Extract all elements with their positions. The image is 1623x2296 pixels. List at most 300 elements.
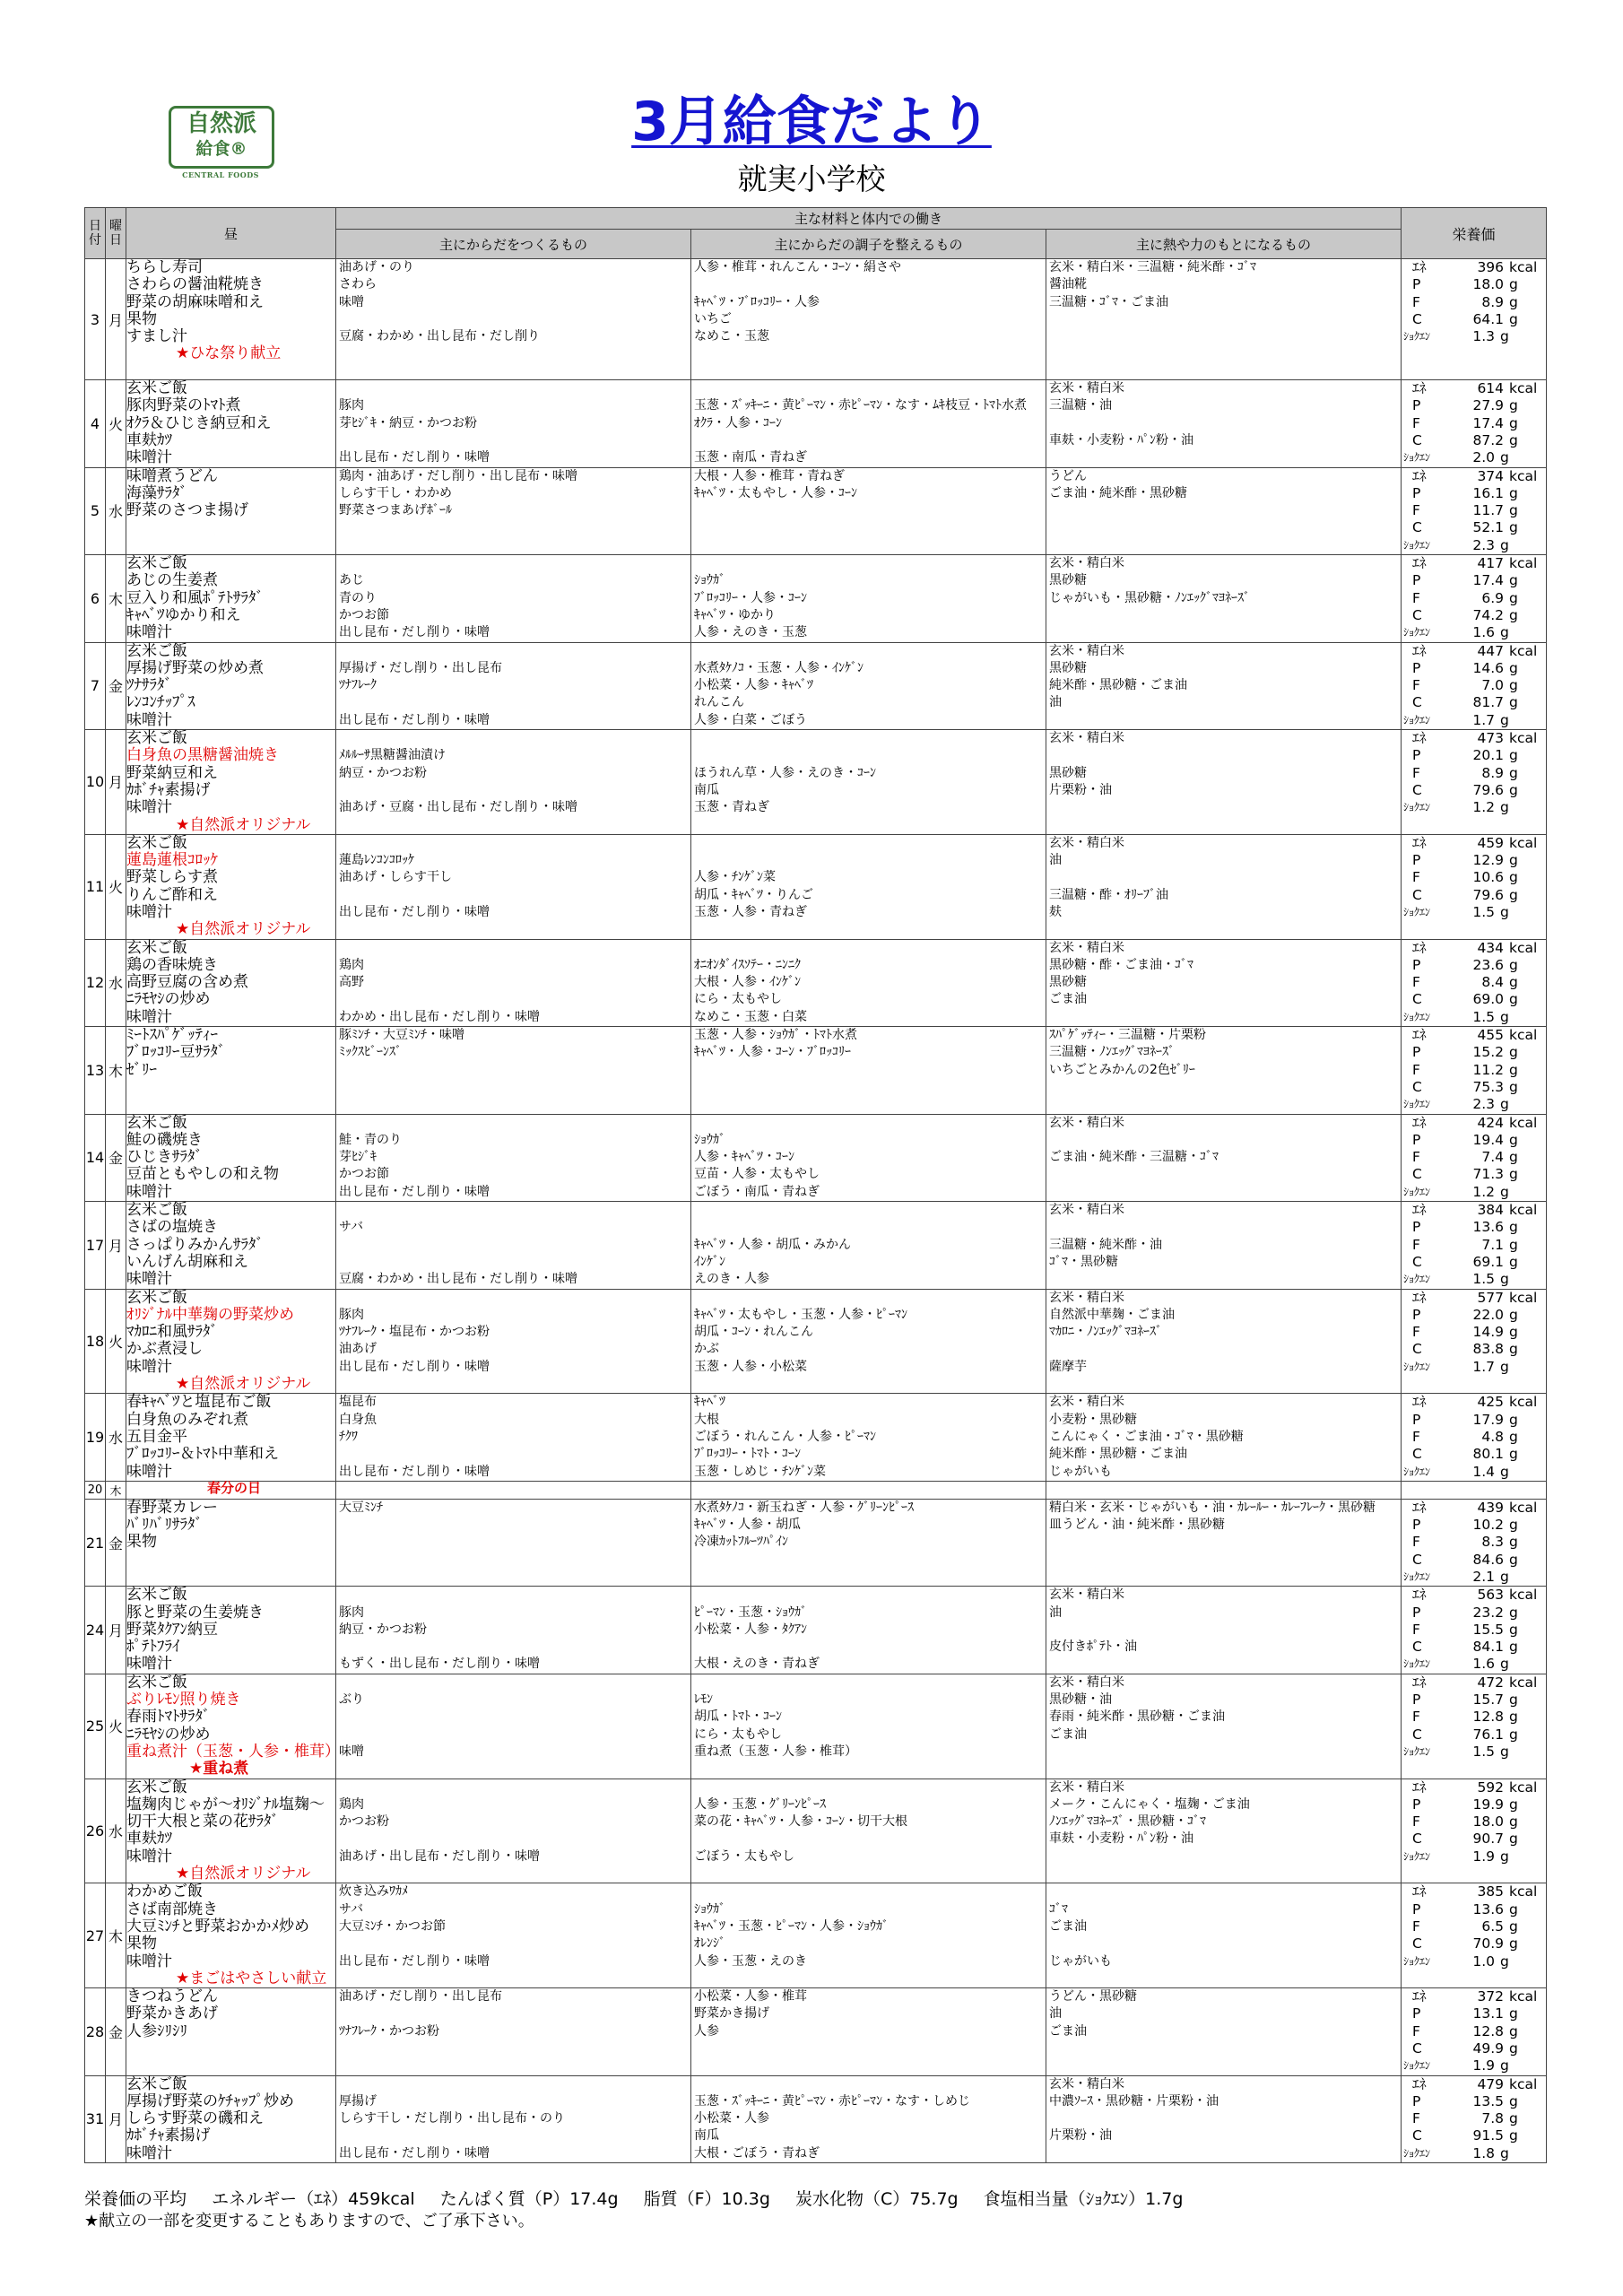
nutrient-label: ｼｮｸｴﾝ	[1403, 330, 1431, 344]
protein-item: 油あげ・豆腐・出し昆布・だし削り・味噌	[339, 800, 577, 815]
nutrient-unit: g	[1509, 502, 1518, 519]
day-of-week: 水	[106, 1779, 126, 1883]
day-of-week: 金	[106, 1988, 126, 2075]
day-row	[85, 1883, 1547, 1988]
nutrient-unit: kcal	[1509, 380, 1538, 397]
menu-item: 味噌汁	[126, 1952, 172, 1970]
energy-item	[1046, 747, 1401, 764]
energy-item	[1046, 415, 1401, 432]
energy-item: ごま油・純米酢・三温糖・ｺﾞﾏ	[1049, 1150, 1219, 1165]
vitamin-item: ｼｮｳｶﾞ	[694, 1901, 725, 1917]
menu-item: 味噌汁	[126, 1655, 172, 1674]
nutrient-row	[1402, 311, 1546, 328]
menu-item: りんご酢和え	[126, 885, 218, 904]
nutrient-row	[1402, 1674, 1546, 1692]
protein-cell	[336, 1114, 691, 1201]
nutrient-value: 27.9	[1472, 397, 1505, 414]
day-of-week: 金	[106, 1499, 126, 1586]
nutrient-row	[1402, 1132, 1546, 1149]
nutrient-label: F	[1412, 2022, 1420, 2039]
nutrient-row	[1402, 294, 1546, 311]
nutrient-label: P	[1412, 1517, 1421, 1534]
nutrient-value: 385	[1477, 1883, 1505, 1900]
energy-item	[1046, 1184, 1401, 1201]
nutrient-unit: g	[1500, 2144, 1509, 2161]
nutrient-label: P	[1412, 2005, 1421, 2022]
nutrient-row	[1402, 1744, 1546, 1761]
nutrient-label: P	[1412, 572, 1421, 589]
menu-item: ｾﾞﾘｰ	[126, 1060, 157, 1079]
nutrient-unit: g	[1509, 1341, 1518, 1358]
nutrient-row	[1402, 1709, 1546, 1726]
nutrient-value: 8.3	[1481, 1534, 1505, 1551]
menu-item: 味噌汁	[126, 903, 172, 921]
menu-cell	[126, 1779, 336, 1883]
protein-item: 豚肉	[339, 398, 364, 413]
vitamin-item: ﾚﾓﾝ	[694, 1692, 713, 1708]
nutrient-unit: g	[1509, 1411, 1518, 1428]
vitamin-cell	[691, 1114, 1046, 1201]
energy-item: 油	[1049, 2006, 1062, 2022]
energy-item: ごま油	[1049, 1918, 1087, 1934]
nutrient-value: 87.2	[1472, 431, 1505, 448]
nutrient-value: 396	[1477, 259, 1505, 275]
nutrient-value: 447	[1477, 642, 1505, 659]
nutrient-unit: g	[1509, 1621, 1518, 1638]
menu-item: 玄米ご飯	[126, 1586, 187, 1605]
nutrient-unit: g	[1500, 904, 1509, 920]
day-number: 27	[85, 1883, 106, 1988]
nutrient-unit: g	[1509, 956, 1518, 973]
menu-item: 玄米ご飯	[126, 833, 187, 852]
day-number: 13	[85, 1027, 106, 1114]
energy-item: 中濃ｿｰｽ・黒砂糖・片栗粉・油	[1049, 2093, 1219, 2109]
nutrient-value: 91.5	[1472, 2127, 1505, 2144]
menu-item: 人参ｼﾘｼﾘ	[126, 2022, 187, 2040]
vitamin-item: ほうれん草・人参・えのき・ｺｰﾝ	[694, 765, 876, 780]
energy-item: 玄米・精白米	[1049, 1395, 1124, 1410]
protein-item	[336, 1115, 690, 1132]
nutrient-unit: kcal	[1509, 1027, 1538, 1044]
menu-item: 豚肉野菜のﾄﾏﾄ煮	[126, 396, 241, 415]
nutrient-row	[1402, 1166, 1546, 1183]
menu-cell	[126, 2075, 336, 2162]
protein-item	[336, 1831, 690, 1848]
protein-item: 豆腐・わかめ・出し昆布・だし削り・味噌	[339, 1272, 577, 1287]
nutrient-value: 17.4	[1472, 414, 1505, 431]
nutrient-row	[1402, 1552, 1546, 1569]
energy-item: 油	[1049, 1605, 1062, 1620]
nutrient-row	[1402, 1848, 1546, 1866]
menu-item: あじの生姜煮	[126, 571, 218, 590]
nutrient-row	[1402, 1779, 1546, 1796]
nutrient-value: 69.1	[1472, 1253, 1505, 1270]
nutrient-row	[1402, 940, 1546, 957]
vitamin-item	[691, 643, 1046, 660]
nutrient-value: 459	[1477, 834, 1505, 851]
protein-item: 出し昆布・だし削り・味噌	[339, 1464, 490, 1479]
energy-item: 皮付きﾎﾟﾃﾄ・油	[1049, 1639, 1137, 1655]
day-of-week: 火	[106, 1289, 126, 1394]
nutrient-unit: kcal	[1509, 939, 1538, 956]
protein-item: かつお節	[339, 1167, 389, 1182]
menu-item: 味噌汁	[126, 1270, 172, 1289]
energy-item	[1046, 607, 1401, 624]
vitamin-item: 胡瓜・ﾄﾏﾄ・ｺｰﾝ	[694, 1709, 782, 1725]
protein-item	[336, 940, 690, 957]
vitamin-item: ごぼう・南瓜・青ねぎ	[694, 1184, 820, 1199]
day-row	[85, 834, 1547, 939]
nutrient-row	[1402, 1953, 1546, 1970]
nutrient-label: ｼｮｸｴﾝ	[1403, 1849, 1431, 1863]
vitamin-item	[691, 555, 1046, 572]
nutrient-value: 84.1	[1472, 1639, 1505, 1656]
menu-item: 野菜のさつま揚げ	[126, 501, 248, 520]
protein-item	[336, 1639, 690, 1656]
nutrient-unit: g	[1509, 1078, 1518, 1095]
menu-item: しらす野菜の磯和え	[126, 2109, 264, 2128]
nutrient-unit: g	[1509, 519, 1518, 536]
nutrition-cell	[1402, 642, 1547, 729]
empty-cell	[1402, 1481, 1547, 1499]
vitamin-item: 小松菜・人参・椎茸	[694, 1989, 807, 2005]
protein-item	[336, 2127, 690, 2144]
energy-item	[1046, 2040, 1401, 2057]
nutrient-unit: g	[1509, 764, 1518, 781]
nutrient-label: C	[1412, 1078, 1422, 1095]
nutrient-row	[1402, 1988, 1546, 2005]
nutrient-unit: kcal	[1509, 1499, 1538, 1516]
nutrient-label: C	[1412, 1639, 1422, 1656]
nutrient-label: ｼｮｸｴﾝ	[1403, 451, 1431, 465]
menu-item: 野菜の胡麻味噌和え	[126, 292, 264, 311]
nutrition-cell	[1402, 1499, 1547, 1586]
energy-cell	[1046, 2075, 1402, 2162]
menu-item: 豆入り和風ﾎﾟﾃﾄｻﾗﾀﾞ	[126, 588, 264, 607]
energy-item: 玄米・精白米	[1049, 835, 1124, 850]
nutrient-label: ｼｮｸｴﾝ	[1403, 1954, 1431, 1968]
menu-item: 味噌汁	[126, 1182, 172, 1201]
protein-item: 納豆・かつお粉	[339, 765, 427, 780]
vitamin-cell	[691, 1988, 1046, 2075]
energy-item: いちごとみかんの2色ｾﾞﾘｰ	[1049, 1062, 1195, 1077]
nutrient-label: F	[1412, 2110, 1420, 2127]
menu-item: 車麸ｶﾂ	[126, 430, 172, 449]
vitamin-cell	[691, 730, 1046, 835]
nutrient-label: ｼｮｸｴﾝ	[1403, 906, 1431, 918]
nutrient-label: P	[1412, 956, 1421, 973]
nutrient-unit: g	[1509, 1044, 1518, 1061]
day-of-week: 水	[106, 1394, 126, 1481]
vitamin-item	[691, 1219, 1046, 1236]
energy-item	[1046, 2110, 1401, 2127]
menu-item: 玄米ご飯	[126, 2074, 187, 2093]
nutrient-unit: g	[1509, 1253, 1518, 1270]
nutrient-row	[1402, 468, 1546, 485]
nutrient-unit: g	[1509, 2005, 1518, 2022]
nutrient-row	[1402, 957, 1546, 974]
energy-item	[1046, 502, 1401, 519]
protein-cell	[336, 380, 691, 467]
day-row	[85, 1481, 1547, 1499]
nutrient-unit: g	[1500, 1463, 1509, 1480]
nutrient-unit: g	[1509, 747, 1518, 764]
nutrient-label: C	[1412, 1341, 1422, 1358]
nutrient-row	[1402, 1446, 1546, 1463]
event-label: ★自然派オリジナル	[176, 815, 311, 834]
nutrient-value: 7.4	[1481, 1149, 1505, 1166]
nutrient-row	[1402, 2145, 1546, 2162]
day-row	[85, 730, 1547, 835]
energy-item	[1046, 1622, 1401, 1639]
nutrient-value: 17.9	[1472, 1411, 1505, 1428]
vitamin-item: ｷｬﾍﾞﾂ・人参・胡瓜・みかん	[694, 1237, 851, 1252]
day-row	[85, 259, 1547, 380]
nutrition-cell	[1402, 730, 1547, 835]
nutrient-label: C	[1412, 694, 1422, 711]
menu-item: すまし汁	[126, 327, 187, 346]
energy-item: 三温糖・純米酢・油	[1049, 1237, 1162, 1252]
nutrition-cell	[1402, 1114, 1547, 1201]
nutrient-unit: g	[1509, 886, 1518, 903]
nutrient-label: F	[1412, 1324, 1420, 1341]
energy-item	[1046, 869, 1401, 886]
vitamin-cell	[691, 1587, 1046, 1674]
protein-item	[336, 643, 690, 660]
nutrient-row	[1402, 852, 1546, 869]
nutrient-label: P	[1412, 2092, 1421, 2109]
nutrient-value: 1.6	[1472, 624, 1496, 641]
nutrient-label: P	[1412, 397, 1421, 414]
nutrient-unit: g	[1500, 1271, 1509, 1288]
energy-cell	[1046, 555, 1402, 642]
nutrient-unit: kcal	[1509, 555, 1538, 572]
nutrient-value: 13.6	[1472, 1219, 1505, 1236]
nutrient-row	[1402, 276, 1546, 293]
vitamin-cell	[691, 1499, 1046, 1586]
nutrient-unit: g	[1509, 974, 1518, 991]
nutrient-unit: g	[1509, 484, 1518, 501]
nutrient-value: 15.5	[1472, 1621, 1505, 1638]
protein-item	[336, 2076, 690, 2093]
nutrient-value: 23.6	[1472, 956, 1505, 973]
nutrient-label: C	[1412, 781, 1422, 798]
nutrient-label: ｴﾈ	[1412, 1674, 1427, 1691]
nutrient-unit: g	[1509, 1831, 1518, 1848]
nutrient-label: P	[1412, 1796, 1421, 1813]
nutrient-row	[1402, 799, 1546, 816]
energy-item	[1046, 2057, 1401, 2074]
menu-item: ひじきｻﾗﾀﾞ	[126, 1148, 203, 1167]
nutrient-value: 15.7	[1472, 1692, 1505, 1709]
vitamin-item: ﾌﾞﾛｯｺﾘｰ・ﾄﾏﾄ・ｺｰﾝ	[694, 1447, 801, 1462]
protein-item	[336, 1062, 690, 1079]
protein-item: 白身魚	[339, 1412, 377, 1427]
protein-item: 出し昆布・だし削り・味噌	[339, 2145, 490, 2161]
nutrient-row	[1402, 643, 1546, 660]
menu-item: 車麸ｶﾂ	[126, 1830, 172, 1848]
protein-item	[336, 537, 690, 554]
nutrient-row	[1402, 712, 1546, 729]
vitamin-item	[691, 1552, 1046, 1569]
menu-item: 高野豆腐の含め煮	[126, 973, 248, 992]
nutrition-cell	[1402, 1027, 1547, 1114]
nutrient-value: 1.9	[1472, 2057, 1496, 2074]
vitamin-item: ｼｮｳｶﾞ	[694, 1132, 725, 1147]
nutrient-label: ｴﾈ	[1412, 1779, 1427, 1796]
protein-item	[336, 519, 690, 536]
vitamin-item	[691, 1883, 1046, 1900]
nutrient-row	[1402, 1500, 1546, 1517]
nutrient-row	[1402, 869, 1546, 886]
menu-item: さわらの醤油糀焼き	[126, 275, 264, 294]
nutrient-row	[1402, 2127, 1546, 2144]
nutrient-unit: g	[1509, 293, 1518, 310]
nutrient-unit: g	[1509, 1324, 1518, 1341]
nutrient-label: C	[1412, 431, 1422, 448]
menu-cell	[126, 1673, 340, 1779]
nutrient-row	[1402, 1149, 1546, 1166]
vitamin-item: 人参・玉葱・ｸﾞﾘｰﾝﾋﾟｰｽ	[694, 1796, 826, 1812]
menu-item	[126, 1552, 335, 1569]
empty-cell	[336, 1481, 691, 1499]
protein-item: 芽ﾋｼﾞｷ・納豆・かつお粉	[339, 415, 477, 430]
protein-item	[336, 380, 690, 397]
vitamin-item: なめこ・玉葱・白菜	[694, 1009, 807, 1024]
vitamin-item	[691, 2076, 1046, 2093]
header-energy: 主に熱や力のもとになるもの	[1046, 230, 1402, 259]
vitamin-item: 小松菜・人参	[694, 2111, 769, 2126]
nutrient-value: 1.5	[1472, 1271, 1496, 1288]
vitamin-item: 大根・人参・椎茸・青ねぎ	[694, 468, 845, 483]
energy-cell	[1046, 1289, 1402, 1394]
vitamin-item: ｲﾝｹﾞﾝ	[694, 1254, 725, 1269]
nutrient-unit: g	[1500, 799, 1509, 816]
nutrient-row	[1402, 1341, 1546, 1358]
nutrient-row	[1402, 1271, 1546, 1288]
protein-item	[336, 730, 690, 747]
protein-item: 出し昆布・だし削り・味噌	[339, 625, 490, 640]
header-day: 日付	[85, 208, 106, 259]
vitamin-cell	[691, 467, 1046, 554]
nutrient-label: ｼｮｸｴﾝ	[1403, 626, 1431, 639]
menu-item: 豚と野菜の生姜焼き	[126, 1603, 264, 1622]
day-row	[85, 1394, 1547, 1481]
menu-cell	[126, 1394, 336, 1481]
nutrient-row	[1402, 974, 1546, 991]
nutrient-row	[1402, 730, 1546, 747]
nutrient-value: 434	[1477, 939, 1505, 956]
protein-item	[336, 1779, 690, 1796]
protein-item	[336, 1079, 690, 1096]
nutrient-label: P	[1412, 1900, 1421, 1918]
vitamin-item: 玉葱・人参・青ねぎ	[694, 905, 807, 919]
nutrient-unit: g	[1509, 1900, 1518, 1918]
day-of-week: 水	[106, 467, 126, 554]
energy-item: ごま油・純米酢・黒砂糖	[1049, 485, 1187, 500]
menu-item: 野菜かきあげ	[126, 2005, 218, 2023]
protein-cell	[336, 1394, 691, 1481]
vitamin-cell	[691, 939, 1046, 1026]
nutrient-label: P	[1412, 1044, 1421, 1061]
protein-item: しらす干し・わかめ	[339, 485, 452, 500]
vitamin-item: なめこ・玉葱	[694, 329, 769, 344]
day-of-week: 木	[106, 1481, 126, 1499]
nutrient-row	[1402, 1605, 1546, 1622]
menu-item: 海藻ｻﾗﾀﾞ	[126, 483, 187, 502]
vitamin-item: 胡瓜・ｺｰﾝ・れんこん	[694, 1325, 813, 1340]
energy-item	[1046, 712, 1401, 729]
nutrient-label: ｴﾈ	[1412, 467, 1427, 484]
avg-protein: たんぱく質（P）17.4g	[439, 2189, 619, 2209]
nutrient-value: 374	[1477, 467, 1505, 484]
nutrient-row	[1402, 1290, 1546, 1307]
nutrient-value: 11.7	[1472, 502, 1505, 519]
nutrient-label: P	[1412, 1411, 1421, 1428]
nutrient-row	[1402, 1307, 1546, 1324]
protein-item: 油あげ・出し昆布・だし削り・味噌	[339, 1848, 540, 1864]
protein-cell	[336, 939, 691, 1026]
nutrient-row	[1402, 1918, 1546, 1935]
energy-item: 自然派中華麹・ごま油	[1049, 1307, 1175, 1322]
nutrient-row	[1402, 1883, 1546, 1900]
nutrient-unit: g	[1509, 1149, 1518, 1166]
nutrient-row	[1402, 660, 1546, 677]
energy-item: 小麦粉・黒砂糖	[1049, 1412, 1137, 1427]
nutrient-row	[1402, 1813, 1546, 1831]
vitamin-item: ｵﾆｵﾝﾀﾞｲｽｿﾃｰ・ﾆﾝﾆｸ	[694, 957, 801, 972]
nutrient-row	[1402, 1027, 1546, 1044]
nutrient-label: ｴﾈ	[1412, 939, 1427, 956]
protein-item	[336, 1517, 690, 1534]
nutrient-label: ｴﾈ	[1412, 380, 1427, 397]
vitamin-item	[691, 1202, 1046, 1219]
menu-cell	[126, 1883, 336, 1988]
vitamin-item: 人参・椎茸・れんこん・ｺｰﾝ・絹さや	[694, 260, 901, 274]
menu-cell	[126, 555, 336, 642]
nutrient-row	[1402, 1639, 1546, 1656]
menu-cell	[126, 1027, 336, 1114]
nutrient-unit: g	[1509, 852, 1518, 869]
nutrient-row	[1402, 782, 1546, 799]
nutrient-label: C	[1412, 886, 1422, 903]
nutrient-unit: g	[1509, 677, 1518, 694]
nutrient-unit: g	[1500, 1656, 1509, 1673]
nutrient-label: P	[1412, 1131, 1421, 1148]
protein-item: 味噌	[339, 294, 364, 309]
menu-item: ﾌﾞﾛｯｺﾘｰ豆ｻﾗﾀﾞ	[126, 1043, 226, 1062]
protein-item: 芽ﾋｼﾞｷ	[339, 1150, 377, 1165]
menu-item	[126, 537, 335, 554]
nutrition-cell	[1402, 259, 1547, 380]
nutrient-label: F	[1412, 1149, 1420, 1166]
energy-item: 皿うどん・油・純米酢・黒砂糖	[1049, 1518, 1225, 1533]
protein-item: 出し昆布・だし削り・味噌	[339, 905, 490, 919]
energy-item: ﾏｶﾛﾆ・ﾉﾝｴｯｸﾞﾏﾖﾈｰｽﾞ	[1049, 1325, 1162, 1340]
nutrient-row	[1402, 2040, 1546, 2057]
nutrition-cell	[1402, 467, 1547, 554]
nutrient-label: ｼｮｸｴﾝ	[1403, 801, 1431, 814]
menu-cell	[126, 1587, 336, 1674]
protein-item: 鶏肉	[339, 957, 364, 972]
nutrient-unit: g	[1509, 1534, 1518, 1551]
vitamin-item: 玉葱・青ねぎ	[694, 800, 769, 815]
empty-cell	[691, 1481, 1046, 1499]
nutrient-value: 2.1	[1472, 1568, 1496, 1585]
protein-cell	[336, 555, 691, 642]
menu-item: 重ね煮汁（玉葱・人参・椎茸）	[126, 1742, 340, 1761]
nutrient-unit: g	[1500, 711, 1509, 728]
